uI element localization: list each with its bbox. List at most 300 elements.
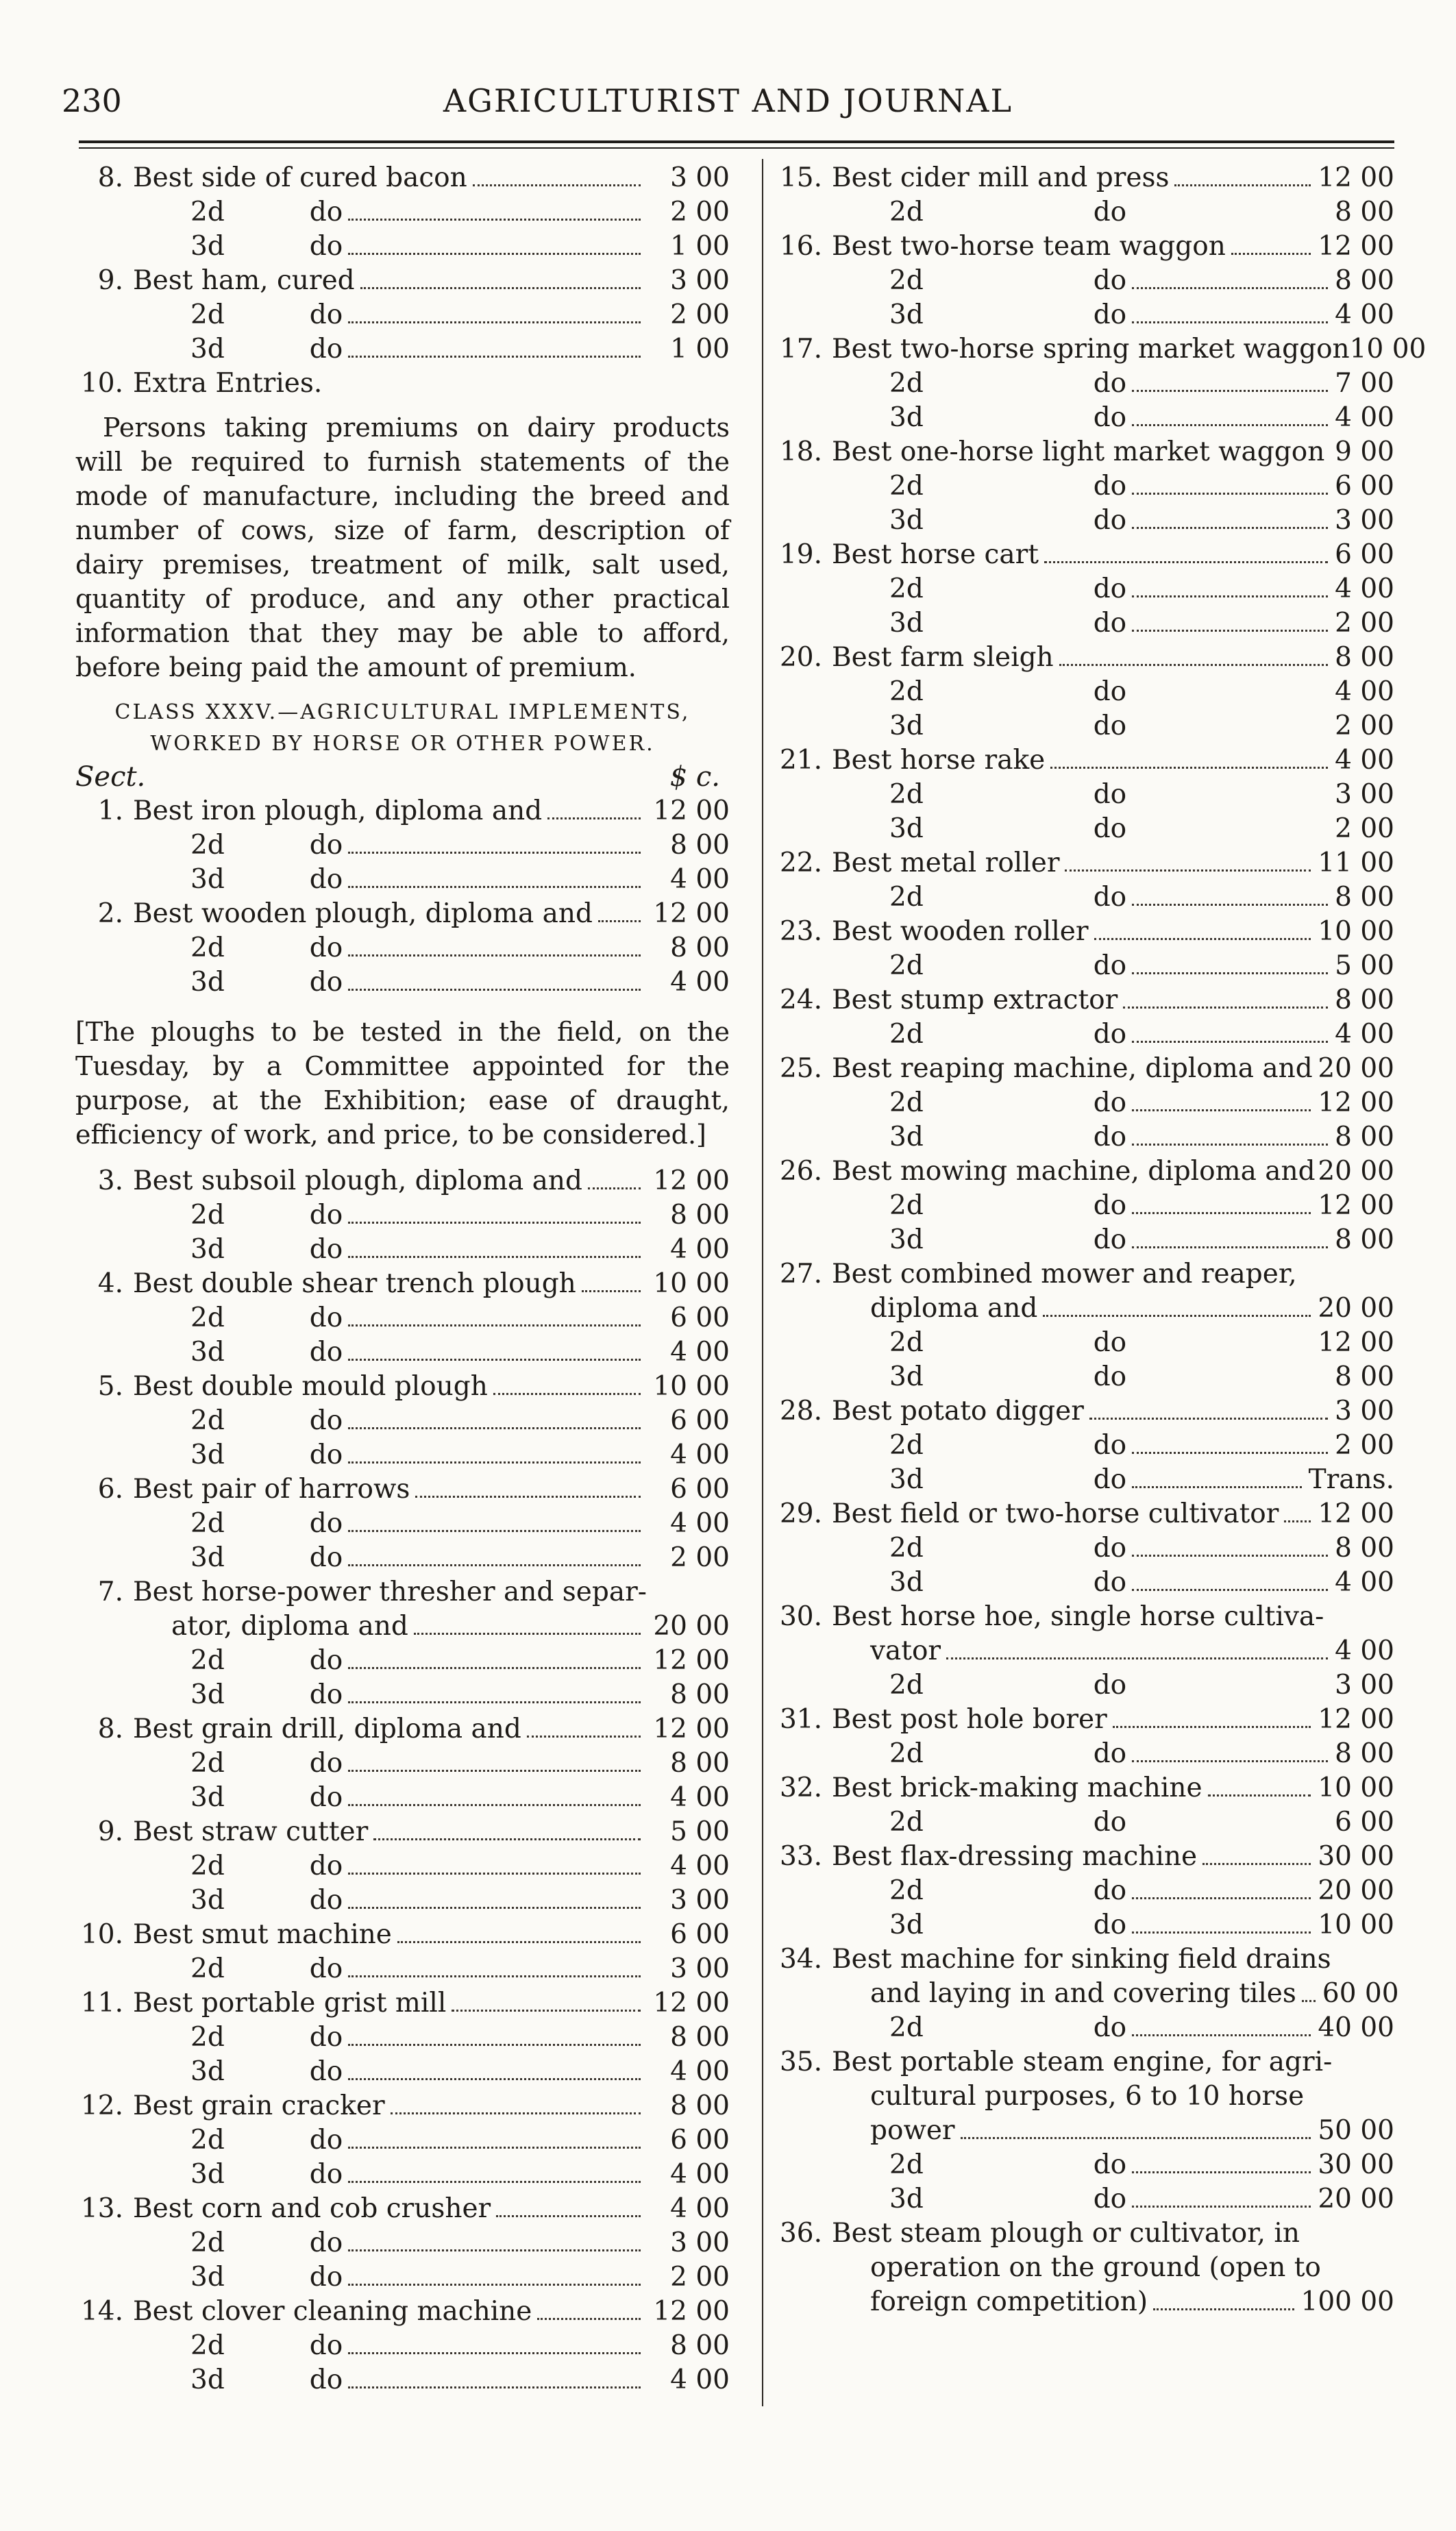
section-number: 17. [779,334,822,365]
premium-amount: 20 00 [1318,1053,1394,1084]
premium-label: Best side of cured bacon [133,162,467,193]
premium-row [774,367,1394,401]
premium-row [774,1703,1394,1737]
premium-row [774,641,1394,675]
premium-label: 3d do [190,967,343,998]
premium-row [75,1472,730,1507]
premium-row [75,1986,730,2021]
premium-amount: 12 00 [1318,1498,1394,1529]
dot-leader [348,321,641,323]
section-number: 8. [97,162,123,193]
premium-label: 2d do [190,933,343,963]
premium-row [774,778,1394,812]
dot-leader [946,1657,1328,1659]
section-number: 25. [779,1053,822,1084]
premium-amount: 6 00 [670,1919,730,1950]
premium-row [75,2226,730,2260]
premium-amount: 8 00 [670,1679,730,1710]
premium-row [774,1600,1394,1634]
premium-amount: 9 00 [1335,436,1394,467]
premium-label: 2d do [889,2012,1127,2043]
premium-label: operation on the ground (open to [870,2252,1321,2283]
premium-amount: 8 00 [670,2022,730,2053]
premium-label: 3d do [889,813,1127,844]
premium-label: 2d do [190,1508,343,1539]
premium-amount: 12 00 [1318,162,1394,193]
running-title: AGRICULTURIST AND JOURNAL [443,82,1013,119]
premium-row [75,1507,730,1541]
dot-leader [348,1907,641,1909]
section-number: 10. [80,368,123,399]
premium-list-dairy [75,161,730,401]
premium-amount: 4 00 [670,1851,730,1881]
dot-leader [348,1564,641,1566]
premium-row [774,2148,1394,2182]
premium-amount: 3 00 [670,162,730,193]
dot-leader [391,2112,641,2114]
premium-row [75,2055,730,2089]
premium-label: 2d do [889,265,1127,296]
premium-row [75,1815,730,1849]
premium-label: Best double shear trench plough [133,1268,576,1299]
dot-leader [348,954,641,956]
premium-amount: 4 00 [670,1782,730,1813]
premium-label: 2d do [190,299,343,330]
premium-row [75,1575,730,1609]
dot-leader [1132,287,1328,289]
premium-label: 2d do [889,1738,1127,1769]
dot-leader [1113,1726,1311,1728]
premium-row [774,983,1394,1017]
premium-label: Best brick-making machine [832,1773,1202,1803]
dot-leader [1132,2206,1311,2208]
premium-row [774,1155,1394,1189]
premium-amount: 2 00 [670,299,730,330]
dot-leader [348,2181,641,2183]
premium-amount: 10 00 [1349,334,1427,365]
premium-row [774,1737,1394,1771]
premium-label: 3d do [190,334,343,365]
dot-leader [348,1324,641,1326]
section-number: 14. [80,2296,123,2327]
premium-label: Best potato digger [832,1396,1084,1427]
premium-label: and laying in and covering tiles [870,1978,1296,2009]
premium-amount: 4 00 [1335,1567,1394,1598]
premium-label: Best wooden plough, diploma and [133,898,593,929]
premium-label: Best reaping machine, diploma and [832,1053,1313,1084]
premium-row [75,1541,730,1575]
premium-label: Best horse hoe, single horse cultiva- [832,1601,1324,1632]
premium-row [774,1771,1394,1805]
premium-row [75,1164,730,1198]
premium-row [774,572,1394,606]
premium-amount: 6 00 [670,1405,730,1436]
premium-row [774,504,1394,538]
premium-row [75,2260,730,2295]
premium-amount: 11 00 [1318,848,1394,878]
section-number: 10. [80,1919,123,1950]
dot-leader [397,1941,641,1943]
premium-row [774,1566,1394,1600]
premium-row [774,606,1394,641]
premium-label: 2d do [190,1953,343,1984]
section-number: 1. [97,795,123,826]
premium-row [774,195,1394,230]
premium-row [774,1086,1394,1120]
premium-amount: 12 00 [653,1988,730,2018]
premium-row [75,332,730,367]
premium-amount: 4 00 [1335,1019,1394,1050]
premium-amount: 8 00 [1335,1122,1394,1152]
premium-label: 3d do [889,608,1127,639]
premium-amount: 1 00 [670,231,730,262]
dot-leader [1050,767,1328,769]
premium-label: Best machine for sinking field drains [832,1944,1331,1975]
dot-leader [588,1187,641,1189]
premium-label: 2d do [190,2330,343,2361]
premium-amount: 2 00 [1335,813,1394,844]
premium-label: 3d do [190,1337,343,1368]
dot-leader [348,253,641,255]
premium-amount: 4 00 [1335,1635,1394,1666]
premium-amount: 5 00 [670,1816,730,1847]
premium-amount: 4 00 [670,1440,730,1470]
premium-amount: 8 00 [1335,1738,1394,1769]
premium-label: Best metal roller [832,848,1060,878]
premium-label: Best farm sleigh [832,642,1054,673]
premium-row [774,1429,1394,1463]
premium-amount: 6 00 [670,1474,730,1505]
dot-leader [598,920,641,922]
dot-leader [961,2137,1311,2139]
dot-leader [1132,527,1328,529]
dot-leader [1132,2171,1311,2173]
premium-amount: 5 00 [1335,950,1394,981]
premium-label: 3d do [889,1464,1127,1495]
section-number: 2. [97,898,123,929]
premium-row [774,1668,1394,1703]
premium-row [75,298,730,332]
premium-row [774,1840,1394,1874]
premium-row [774,1292,1394,1326]
dot-leader [582,1290,641,1292]
dot-leader [1132,2034,1311,2036]
premium-label: 2d do [889,779,1127,810]
section-number: 15. [779,162,822,193]
premium-amount: 8 00 [670,830,730,861]
dot-leader [1132,1452,1328,1454]
premium-amount: 3 00 [670,1885,730,1916]
premium-amount: 12 00 [653,1645,730,1676]
dot-leader [1132,1109,1311,1111]
dot-leader [373,1838,641,1840]
premium-label: ator, diploma and [171,1611,408,1642]
premium-label: 3d do [889,1361,1127,1392]
premium-list-implements [75,1164,730,2397]
premium-row [774,435,1394,469]
dot-leader [1132,972,1328,974]
premium-amount: 3 00 [670,1953,730,1984]
premium-amount: 2 00 [670,1542,730,1573]
dot-leader [1132,1589,1328,1591]
section-number: 4. [97,1268,123,1299]
premium-label: Best portable steam engine, for agri- [832,2047,1333,2077]
premium-amount: 20 00 [653,1611,730,1642]
premium-row [75,897,730,931]
premium-row [75,1781,730,1815]
premium-label: 2d do [889,676,1127,707]
premium-row [774,1360,1394,1394]
section-number: 18. [779,436,822,467]
premium-row [774,1394,1394,1429]
premium-amount: 20 00 [1318,1293,1394,1324]
premium-amount: 12 00 [653,795,730,826]
premium-row [774,2011,1394,2045]
premium-row [774,332,1427,367]
premium-row [75,230,730,264]
dot-leader [348,2284,641,2286]
premium-label: 2d do [190,1200,343,1231]
dot-leader [1132,1931,1311,1934]
premium-amount: 8 00 [1335,1361,1394,1392]
premium-row [774,1531,1394,1566]
premium-label: 2d do [190,2125,343,2156]
premium-amount: 4 00 [1335,573,1394,604]
premium-label: diploma and [870,1293,1038,1324]
premium-row [774,709,1394,743]
dot-leader [1132,390,1328,392]
premium-label: 3d do [190,2365,343,2395]
premium-row [774,675,1394,709]
premium-label: Best pair of harrows [133,1474,410,1505]
premium-label: 3d do [889,505,1127,536]
dot-leader [1132,1246,1328,1248]
section-number: 22. [779,848,822,878]
premium-row [75,2158,730,2192]
dot-leader [1132,1760,1328,1762]
dot-leader [348,2044,641,2046]
premium-row [75,2192,730,2226]
premium-row [75,195,730,230]
premium-row [774,230,1394,264]
premium-row [75,264,730,298]
premium-amount: 2 00 [1335,711,1394,741]
premium-row [774,1908,1394,1942]
premium-label: 2d do [889,197,1127,227]
dot-leader [1043,1315,1311,1317]
premium-amount: Trans. [1308,1464,1394,1495]
premium-label: Best combined mower and reaper, [832,1259,1297,1289]
section-number: 29. [779,1498,822,1529]
class-heading: CLASS XXXV.—AGRICULTURAL IMPLEMENTS, WORKED BY HORSE OR OTHER POWER. [114,700,691,756]
dot-leader [1302,2000,1316,2002]
dot-leader [1202,1863,1311,1865]
premium-row [75,1301,730,1335]
premium-row [75,1746,730,1781]
premium-amount: 4 00 [670,1508,730,1539]
premium-label: 2d do [889,1087,1127,1118]
premium-label: 3d do [889,1122,1127,1152]
premium-amount: 4 00 [1335,745,1394,776]
premium-amount: 3 00 [1335,1670,1394,1701]
currency-label: $ c. [669,761,720,793]
premium-label: 3d do [190,1542,343,1573]
premium-row [774,2045,1394,2079]
premium-row [774,1942,1394,1977]
premium-label: Best post hole borer [832,1704,1107,1735]
page-header [62,82,1394,130]
dot-leader [496,2215,641,2217]
premium-label: Best horse-power thresher and separ- [133,1577,647,1607]
premium-label: 2d do [190,2227,343,2258]
premium-row [774,298,1394,332]
section-number: 32. [779,1773,822,1803]
premium-label: Best grain cracker [133,2090,385,2121]
premium-amount: 30 00 [1318,1841,1394,1872]
section-number: 28. [779,1396,822,1427]
premium-row [774,2251,1394,2285]
premium-list-machines [774,161,1427,2319]
premium-amount: 12 00 [653,898,730,929]
premium-row [774,1977,1399,2011]
premium-row [774,1052,1394,1086]
premium-amount: 30 00 [1318,2149,1394,2180]
premium-row [774,161,1394,195]
dot-leader [537,2318,641,2320]
premium-amount: 8 00 [1335,197,1394,227]
premium-row [75,1712,730,1746]
dot-leader [348,2147,641,2149]
premium-row [774,1805,1394,1840]
premium-label: Best ham, cured [133,265,355,296]
premium-row [75,2089,730,2123]
premium-amount: 10 00 [653,1371,730,1402]
dot-leader [348,1975,641,1977]
premium-row [774,915,1394,949]
dot-leader [348,356,641,358]
premium-label: 2d do [889,950,1127,981]
section-number: 35. [779,2047,822,2077]
sect-label: Sect. [75,761,146,793]
section-number: 20. [779,642,822,673]
premium-row [75,1438,730,1472]
premium-row [75,2123,730,2158]
premium-row [774,949,1394,983]
premium-amount: 4 00 [1335,299,1394,330]
dot-leader [1094,938,1311,940]
premium-row [774,2114,1394,2148]
dot-leader [348,1222,641,1224]
section-number: 9. [97,1816,123,1847]
premium-label: Best cider mill and press [832,162,1170,193]
premium-amount: 12 00 [1318,1327,1394,1358]
premium-amount: 10 00 [1318,1910,1394,1940]
premium-label: 3d do [190,1234,343,1265]
premium-row [75,367,730,401]
premium-row [774,1189,1394,1223]
premium-amount: 8 00 [1335,265,1394,296]
premium-label: 2d do [190,197,343,227]
premium-amount: 6 00 [670,1302,730,1333]
section-number: 13. [80,2193,123,2224]
premium-label: 2d do [889,1670,1127,1701]
dot-leader [348,2078,641,2080]
section-number: 24. [779,985,822,1015]
premium-amount: 4 00 [670,2193,730,2224]
premium-amount: 4 00 [670,2365,730,2395]
premium-amount: 1 00 [670,334,730,365]
premium-label: 3d do [889,402,1127,433]
dot-leader [493,1393,641,1395]
dot-leader [1132,1041,1328,1043]
premium-label: 3d do [190,1679,343,1710]
premium-row [75,1849,730,1884]
premium-label: 3d do [190,1440,343,1470]
premium-label: 3d do [889,711,1127,741]
premium-label: Best double mould plough [133,1371,488,1402]
premium-row [75,1198,730,1233]
premium-label: cultural purposes, 6 to 10 horse [870,2081,1305,2112]
dot-leader [348,1530,641,1532]
premium-amount: 8 00 [670,1200,730,1231]
dot-leader [1044,561,1328,563]
premium-amount: 10 00 [653,1268,730,1299]
dot-leader [1132,630,1328,632]
header-rule-thin [79,147,1394,149]
premium-label: 2d do [889,1807,1127,1838]
dot-leader [452,2010,641,2012]
dot-leader [1132,1555,1328,1557]
premium-amount: 8 00 [1335,1533,1394,1564]
premium-amount: 8 00 [670,2330,730,2361]
premium-row [774,2079,1394,2114]
section-number: 8. [97,1714,123,1744]
dot-leader [1153,2308,1294,2310]
premium-amount: 4 00 [670,967,730,998]
premium-label: Best steam plough or cultivator, in [832,2218,1300,2249]
premium-label: 2d do [190,830,343,861]
premium-row [774,1874,1394,1908]
premium-row [75,1678,730,1712]
premium-label: 2d do [889,368,1127,399]
premium-row [774,1120,1394,1155]
premium-list-ploughs [75,794,730,1000]
premium-row [75,1335,730,1370]
premium-amount: 8 00 [670,1748,730,1779]
premium-label: Best mowing machine, diploma and [832,1156,1316,1187]
premium-row [774,2182,1394,2217]
premium-amount: 4 00 [670,864,730,895]
premium-amount: 2 00 [1335,608,1394,639]
premium-label: 3d do [889,1910,1127,1940]
dairy-note: Persons taking premiums on dairy products will be required to furnish statements of the mode of manufacture, including the breed and number of cows, size of farm, description of dairy premises, treatment of milk, salt used, quantity of produce, and any other practical information that they may be able to afford, before being paid the amount of premium. [75,412,730,682]
premium-row [774,1634,1394,1668]
premium-amount: 2 00 [670,197,730,227]
premium-amount: 8 00 [1335,882,1394,913]
premium-label: 3d do [190,1782,343,1813]
premium-label: 3d do [889,1567,1127,1598]
premium-label: 2d do [190,1302,343,1333]
right-column [774,161,1427,2319]
premium-row [75,965,730,1000]
premium-amount: 4 00 [670,1234,730,1265]
dot-leader [547,817,641,819]
premium-label: 2d do [889,1190,1127,1221]
premium-amount: 4 00 [670,2056,730,2087]
dot-leader [1132,1212,1311,1214]
premium-label: 3d do [889,2184,1127,2214]
dot-leader [1089,1418,1328,1420]
